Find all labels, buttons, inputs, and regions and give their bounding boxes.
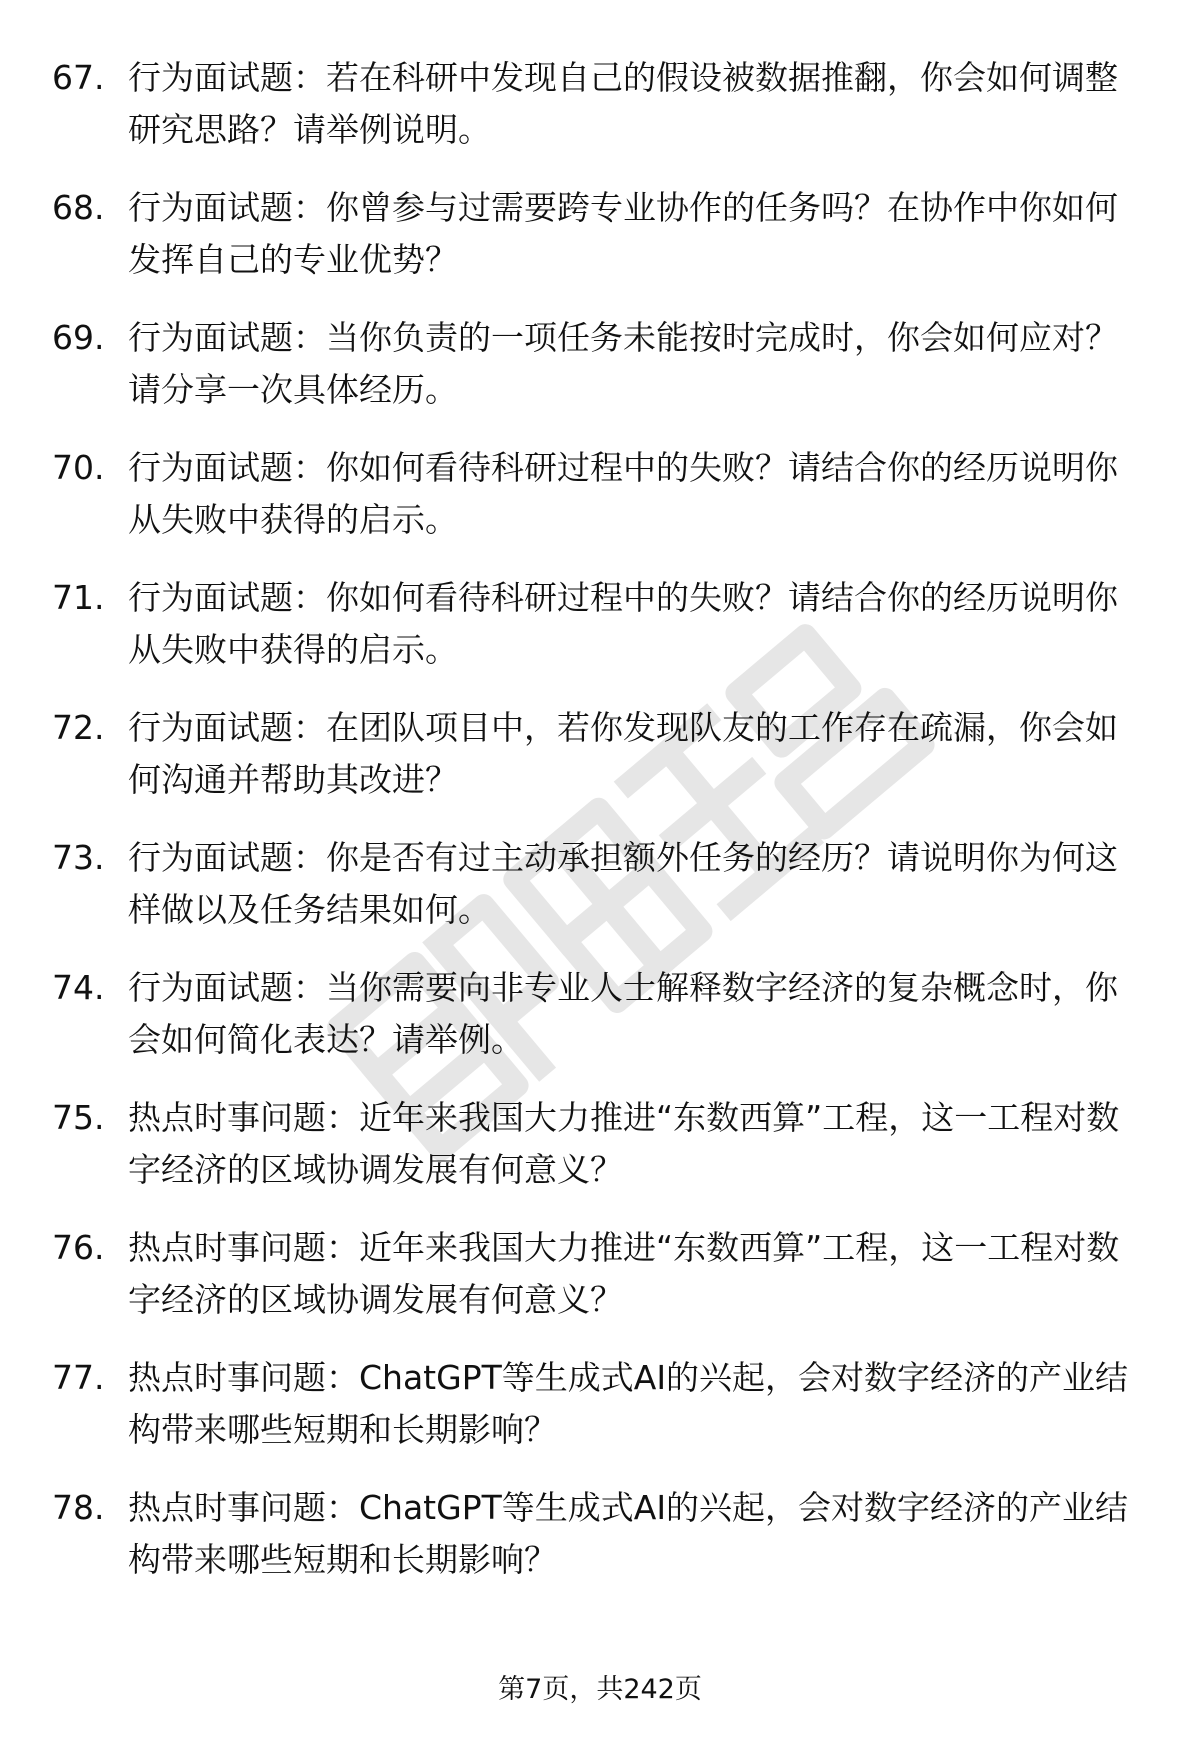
question-item — [0, 442, 1200, 572]
question-item — [0, 52, 1200, 182]
question-text: 行为面试题：你是否有过主动承担额外任务的经历？请说明你为何这样做以及任务结果如何。 — [128, 838, 1118, 929]
question-number: 70. — [52, 448, 105, 487]
question-item — [0, 312, 1200, 442]
question-item — [0, 182, 1200, 312]
question-text: 热点时事问题：ChatGPT等生成式AI的兴起，会对数字经济的产业结构带来哪些短期和长期影响？ — [128, 1488, 1129, 1579]
question-number: 73. — [52, 838, 105, 877]
question-item — [0, 1352, 1200, 1482]
question-number: 76. — [52, 1228, 105, 1267]
page-number-footer: 第7页，共242页 — [498, 1674, 702, 1705]
question-number: 78. — [52, 1488, 105, 1527]
question-number: 72. — [52, 708, 105, 747]
question-item — [0, 702, 1200, 832]
question-item — [0, 962, 1200, 1092]
question-number: 77. — [52, 1358, 105, 1397]
question-item — [0, 1482, 1200, 1612]
question-item — [0, 832, 1200, 962]
question-text: 行为面试题：你如何看待科研过程中的失败？请结合你的经历说明你从失败中获得的启示。 — [128, 578, 1118, 669]
question-number: 71. — [52, 578, 105, 617]
question-text: 行为面试题：你曾参与过需要跨专业协作的任务吗？在协作中你如何发挥自己的专业优势？ — [128, 188, 1118, 279]
question-item — [0, 1222, 1200, 1352]
question-text: 行为面试题：当你负责的一项任务未能按时完成时，你会如何应对？请分享一次具体经历。 — [128, 318, 1118, 409]
question-list — [0, 52, 1200, 1612]
question-text: 行为面试题：若在科研中发现自己的假设被数据推翻，你会如何调整研究思路？请举例说明。 — [128, 58, 1118, 149]
question-number: 75. — [52, 1098, 105, 1137]
question-number: 67. — [52, 58, 105, 97]
question-number: 74. — [52, 968, 105, 1007]
question-number: 69. — [52, 318, 105, 357]
question-text: 热点时事问题：近年来我国大力推进“东数西算”工程，这一工程对数字经济的区域协调发展有何意义？ — [128, 1228, 1120, 1319]
question-text: 热点时事问题：ChatGPT等生成式AI的兴起，会对数字经济的产业结构带来哪些短期和长期影响？ — [128, 1358, 1129, 1449]
question-number: 68. — [52, 188, 105, 227]
question-text: 行为面试题：你如何看待科研过程中的失败？请结合你的经历说明你从失败中获得的启示。 — [128, 448, 1118, 539]
question-text: 热点时事问题：近年来我国大力推进“东数西算”工程，这一工程对数字经济的区域协调发展有何意义？ — [128, 1098, 1120, 1189]
question-text: 行为面试题：在团队项目中，若你发现队友的工作存在疏漏，你会如何沟通并帮助其改进？ — [128, 708, 1118, 799]
question-item — [0, 572, 1200, 702]
question-text: 行为面试题：当你需要向非专业人士解释数字经济的复杂概念时，你会如何简化表达？请举例。 — [128, 968, 1118, 1059]
question-item — [0, 1092, 1200, 1222]
